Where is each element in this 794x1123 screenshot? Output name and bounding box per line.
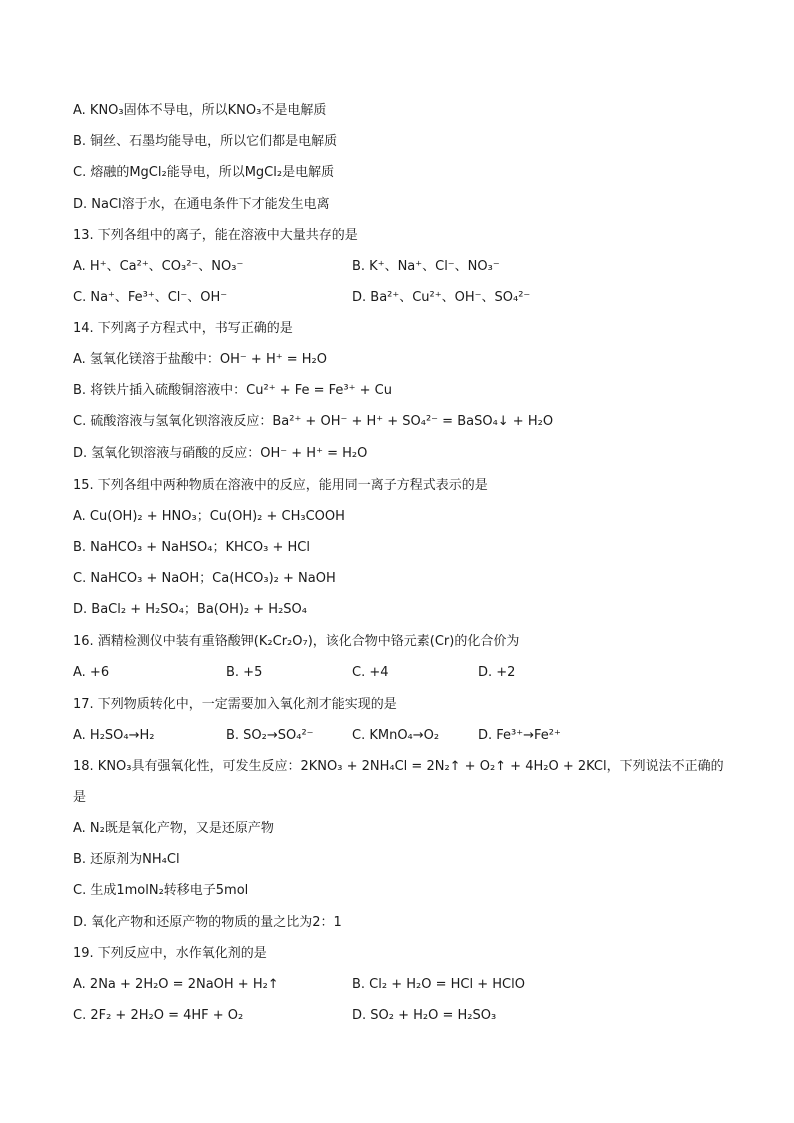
q19-option-b: B. Cl₂ + H₂O = HCl + HClO — [352, 977, 525, 992]
q19-stem: 19. 下列反应中，水作氧化剂的是 — [73, 946, 267, 961]
q19-option-a: A. 2Na + 2H₂O = 2NaOH + H₂↑ — [73, 977, 279, 992]
q15-stem: 15. 下列各组中两种物质在溶液中的反应，能用同一离子方程式表示的是 — [73, 478, 488, 493]
q17-option-b: B. SO₂→SO₄²⁻ — [226, 728, 314, 743]
q18-option-c: C. 生成1molN₂转移电子5mol — [73, 883, 249, 898]
q14-option-c: C. 硫酸溶液与氢氧化钡溶液反应：Ba²⁺ + OH⁻ + H⁺ + SO₄²⁻ = BaSO₄↓ + H₂O — [73, 414, 554, 429]
q16-option-d: D. +2 — [478, 665, 516, 680]
q15-option-a: A. Cu(OH)₂ + HNO₃；Cu(OH)₂ + CH₃COOH — [73, 509, 345, 524]
q12-option-b: B. 铜丝、石墨均能导电，所以它们都是电解质 — [73, 134, 338, 149]
q12-option-c: C. 熔融的MgCl₂能导电，所以MgCl₂是电解质 — [73, 165, 335, 180]
q19-option-c: C. 2F₂ + 2H₂O = 4HF + O₂ — [73, 1008, 244, 1023]
q14-option-d: D. 氢氧化钡溶液与硝酸的反应：OH⁻ + H⁺ = H₂O — [73, 446, 368, 461]
q16-option-b: B. +5 — [226, 665, 263, 680]
q12-option-d: D. NaCl溶于水，在通电条件下才能发生电离 — [73, 197, 330, 212]
q17-option-a: A. H₂SO₄→H₂ — [73, 728, 155, 743]
q14-option-a: A. 氢氧化镁溶于盐酸中：OH⁻ + H⁺ = H₂O — [73, 352, 327, 367]
q15-option-b: B. NaHCO₃ + NaHSO₄；KHCO₃ + HCl — [73, 540, 310, 555]
q16-option-c: C. +4 — [352, 665, 389, 680]
q17-stem: 17. 下列物质转化中，一定需要加入氧化剂才能实现的是 — [73, 697, 397, 712]
q13-option-b: B. K⁺、Na⁺、Cl⁻、NO₃⁻ — [352, 259, 500, 274]
q18-option-b: B. 还原剂为NH₄Cl — [73, 852, 180, 867]
q13-option-a: A. H⁺、Ca²⁺、CO₃²⁻、NO₃⁻ — [73, 259, 244, 274]
q16-option-a: A. +6 — [73, 665, 110, 680]
q13-option-c: C. Na⁺、Fe³⁺、Cl⁻、OH⁻ — [73, 290, 228, 305]
q18-stem-line2: 是 — [73, 790, 87, 805]
q16-stem: 16. 酒精检测仪中装有重铬酸钾(K₂Cr₂O₇)，该化合物中铬元素(Cr)的化合价为 — [73, 634, 520, 649]
q14-option-b: B. 将铁片插入硫酸铜溶液中：Cu²⁺ + Fe = Fe³⁺ + Cu — [73, 383, 392, 398]
q12-option-a: A. KNO₃固体不导电，所以KNO₃不是电解质 — [73, 103, 327, 118]
q17-option-d: D. Fe³⁺→Fe²⁺ — [478, 728, 561, 743]
q18-option-d: D. 氧化产物和还原产物的物质的量之比为2：1 — [73, 915, 342, 930]
q15-option-c: C. NaHCO₃ + NaOH；Ca(HCO₃)₂ + NaOH — [73, 571, 336, 586]
q19-option-d: D. SO₂ + H₂O = H₂SO₃ — [352, 1008, 497, 1023]
q13-stem: 13. 下列各组中的离子，能在溶液中大量共存的是 — [73, 228, 358, 243]
q17-option-c: C. KMnO₄→O₂ — [352, 728, 440, 743]
q13-option-d: D. Ba²⁺、Cu²⁺、OH⁻、SO₄²⁻ — [352, 290, 531, 305]
q18-stem-line1: 18. KNO₃具有强氧化性，可发生反应：2KNO₃ + 2NH₄Cl = 2N₂↑ + O₂↑ + 4H₂O + 2KCl，下列说法不正确的 — [73, 759, 724, 774]
q18-option-a: A. N₂既是氧化产物，又是还原产物 — [73, 821, 274, 836]
q15-option-d: D. BaCl₂ + H₂SO₄；Ba(OH)₂ + H₂SO₄ — [73, 602, 307, 617]
q14-stem: 14. 下列离子方程式中，书写正确的是 — [73, 321, 293, 336]
